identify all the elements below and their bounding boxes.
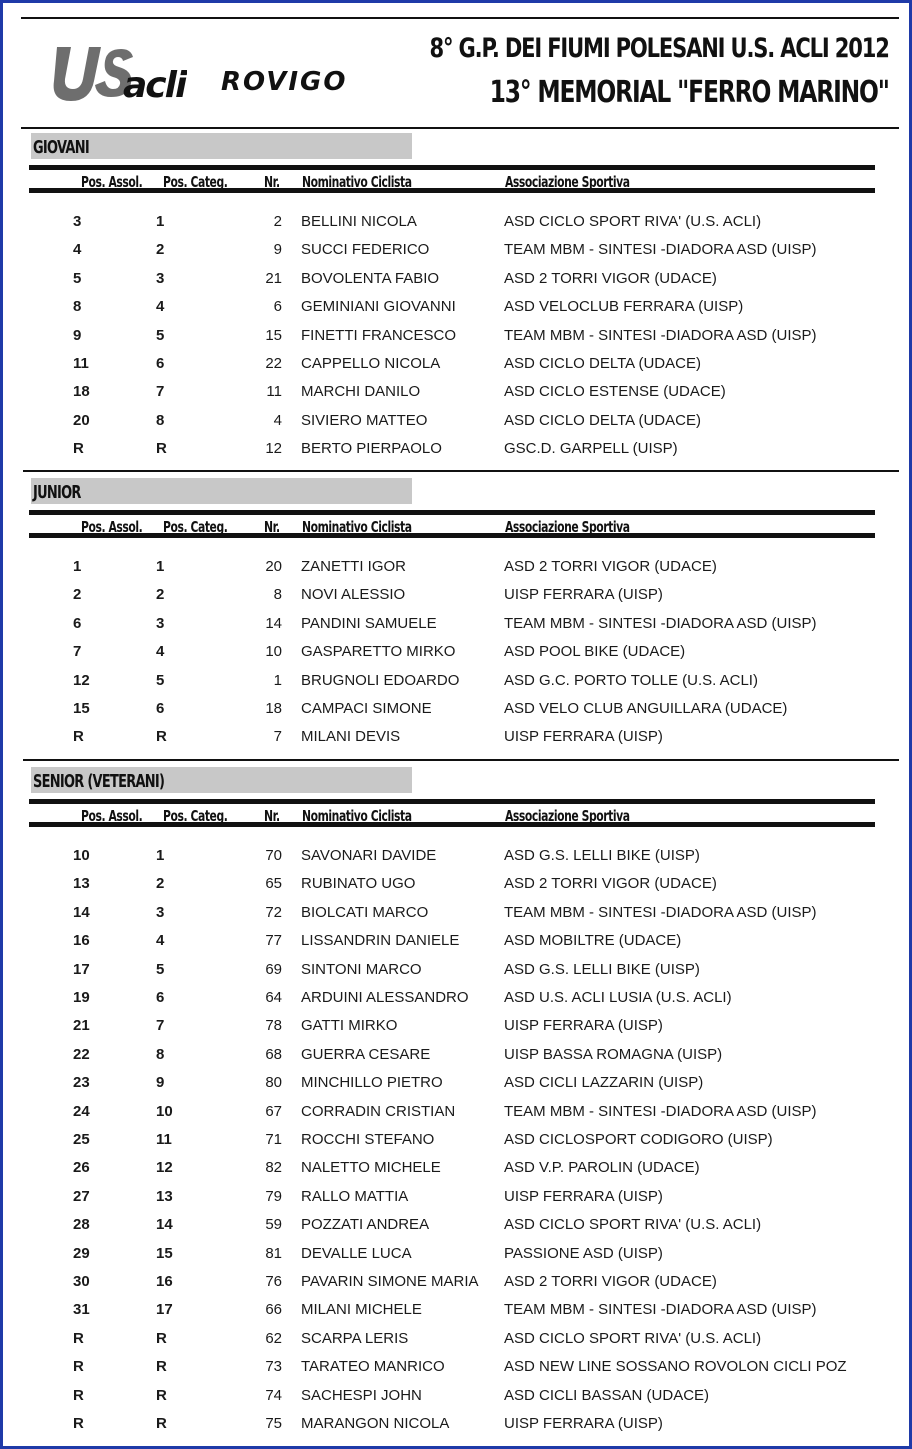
position-category: R bbox=[156, 1415, 167, 1432]
bib-number: 10 bbox=[265, 643, 282, 661]
col-nr: Nr. bbox=[264, 518, 280, 536]
club-name: TEAM MBM - SINTESI -DIADORA ASD (UISP) bbox=[504, 1301, 817, 1319]
rider-name: GUERRA CESARE bbox=[301, 1045, 431, 1063]
table-row bbox=[23, 1042, 899, 1070]
position-category: 5 bbox=[156, 960, 165, 978]
table-row bbox=[23, 1411, 899, 1439]
rider-name: TARATEO MANRICO bbox=[301, 1358, 445, 1376]
bib-number: 15 bbox=[265, 326, 282, 344]
bib-number: 4 bbox=[273, 411, 282, 429]
event-subtitle: 13° MEMORIAL "FERRO MARINO" bbox=[489, 75, 889, 110]
rider-name: SIVIERO MATTEO bbox=[301, 411, 428, 429]
position-category: 6 bbox=[156, 355, 165, 372]
club-name: ASD 2 TORRI VIGOR (UDACE) bbox=[504, 1273, 717, 1290]
rider-name: CORRADIN CRISTIAN bbox=[301, 1102, 456, 1120]
position-overall: 23 bbox=[73, 1074, 90, 1092]
club-name: UISP FERRARA (UISP) bbox=[504, 586, 663, 604]
position-overall: 19 bbox=[73, 989, 90, 1006]
col-pos-categ: Pos. Categ. bbox=[163, 807, 228, 825]
bib-number: 73 bbox=[265, 1358, 282, 1376]
table-row bbox=[23, 1269, 899, 1297]
position-overall: R bbox=[73, 728, 84, 746]
position-category: R bbox=[156, 1358, 167, 1376]
city-name: ROVIGO bbox=[221, 67, 348, 97]
bib-number: 77 bbox=[265, 932, 282, 950]
position-category: 2 bbox=[156, 241, 165, 259]
position-category: 4 bbox=[156, 932, 165, 950]
rider-name: BIOLCATI MARCO bbox=[301, 903, 429, 921]
position-overall: 10 bbox=[73, 847, 90, 864]
table-row bbox=[23, 1184, 899, 1212]
club-name: UISP FERRARA (UISP) bbox=[504, 728, 663, 746]
column-header bbox=[29, 165, 875, 193]
club-name: ASD G.S. LELLI BIKE (UISP) bbox=[504, 847, 700, 864]
table-row bbox=[23, 1326, 899, 1354]
club-name: UISP FERRARA (UISP) bbox=[504, 1187, 663, 1205]
position-overall: 15 bbox=[73, 700, 90, 717]
club-name: ASD U.S. ACLI LUSIA (U.S. ACLI) bbox=[504, 989, 732, 1006]
club-name: UISP BASSA ROMAGNA (UISP) bbox=[504, 1045, 723, 1063]
club-name: ASD 2 TORRI VIGOR (UDACE) bbox=[504, 875, 717, 893]
table-row bbox=[23, 668, 899, 696]
bib-number: 79 bbox=[265, 1187, 282, 1205]
position-category: 7 bbox=[156, 383, 165, 401]
rider-name: PANDINI SAMUELE bbox=[301, 614, 437, 632]
rider-name: BRUGNOLI EDOARDO bbox=[301, 671, 460, 689]
position-category: 3 bbox=[156, 614, 165, 632]
club-name: ASD CICLO ESTENSE (UDACE) bbox=[504, 383, 726, 401]
position-overall: 5 bbox=[73, 269, 82, 287]
table-row bbox=[23, 1297, 899, 1325]
rider-name: ZANETTI IGOR bbox=[301, 558, 406, 575]
position-category: 6 bbox=[156, 989, 165, 1006]
table-row bbox=[23, 724, 899, 752]
column-header bbox=[29, 510, 875, 538]
bib-number: 9 bbox=[273, 241, 282, 259]
rider-name: MILANI DEVIS bbox=[301, 728, 401, 746]
bib-number: 1 bbox=[273, 671, 282, 689]
table-row bbox=[23, 436, 899, 464]
position-category: 14 bbox=[156, 1216, 173, 1234]
col-pos-categ: Pos. Categ. bbox=[163, 173, 228, 191]
bib-number: 12 bbox=[265, 440, 282, 458]
club-name: TEAM MBM - SINTESI -DIADORA ASD (UISP) bbox=[504, 241, 817, 259]
table-row bbox=[23, 639, 899, 667]
col-nominativo: Nominativo Ciclista bbox=[302, 518, 412, 536]
position-category: 13 bbox=[156, 1187, 173, 1205]
club-name: ASD VELO CLUB ANGUILLARA (UDACE) bbox=[504, 700, 788, 717]
club-name: UISP FERRARA (UISP) bbox=[504, 1415, 663, 1432]
club-name: PASSIONE ASD (UISP) bbox=[504, 1244, 663, 1262]
col-nominativo: Nominativo Ciclista bbox=[302, 173, 412, 191]
position-overall: 17 bbox=[73, 960, 90, 978]
col-nr: Nr. bbox=[264, 173, 280, 191]
bib-number: 68 bbox=[265, 1045, 282, 1063]
rider-name: MARCHI DANILO bbox=[301, 383, 421, 401]
position-category: 8 bbox=[156, 411, 165, 429]
rider-name: POZZATI ANDREA bbox=[301, 1216, 430, 1234]
bib-number: 6 bbox=[273, 298, 282, 316]
category-title: JUNIOR bbox=[33, 482, 81, 503]
club-name: GSC.D. GARPELL (UISP) bbox=[504, 440, 678, 458]
table-row bbox=[23, 582, 899, 610]
position-category: 5 bbox=[156, 326, 165, 344]
position-overall: 1 bbox=[73, 558, 82, 575]
table-row bbox=[23, 1070, 899, 1098]
table-row bbox=[23, 1155, 899, 1183]
club-name: ASD G.S. LELLI BIKE (UISP) bbox=[504, 960, 700, 978]
club-name: ASD CICLO DELTA (UDACE) bbox=[504, 355, 701, 372]
position-overall: R bbox=[73, 1386, 84, 1404]
rider-name: ARDUINI ALESSANDRO bbox=[301, 989, 469, 1006]
bib-number: 78 bbox=[265, 1017, 282, 1035]
club-name: UISP FERRARA (UISP) bbox=[504, 1017, 663, 1035]
rider-name: BELLINI NICOLA bbox=[301, 213, 417, 230]
position-overall: R bbox=[73, 1329, 84, 1347]
position-overall: 13 bbox=[73, 875, 90, 893]
bib-number: 20 bbox=[265, 558, 282, 575]
rider-name: LISSANDRIN DANIELE bbox=[301, 932, 460, 950]
bib-number: 67 bbox=[265, 1102, 282, 1120]
rider-name: RALLO MATTIA bbox=[301, 1187, 409, 1205]
table-row bbox=[23, 1127, 899, 1155]
bib-number: 14 bbox=[265, 614, 282, 632]
table-row bbox=[23, 696, 899, 724]
bib-number: 11 bbox=[266, 383, 282, 401]
club-name: TEAM MBM - SINTESI -DIADORA ASD (UISP) bbox=[504, 903, 817, 921]
position-category: 3 bbox=[156, 269, 165, 287]
table-row bbox=[23, 379, 899, 407]
table-row bbox=[23, 1099, 899, 1127]
position-category: 2 bbox=[156, 586, 165, 604]
rider-name: SINTONI MARCO bbox=[301, 960, 422, 978]
position-overall: 26 bbox=[73, 1159, 90, 1177]
position-overall: 20 bbox=[73, 411, 90, 429]
position-category: 9 bbox=[156, 1074, 165, 1092]
position-overall: 3 bbox=[73, 213, 82, 230]
position-category: R bbox=[156, 440, 167, 458]
rider-name: CAPPELLO NICOLA bbox=[301, 355, 441, 372]
table-row bbox=[23, 408, 899, 436]
position-category: R bbox=[156, 1386, 167, 1404]
position-overall: 25 bbox=[73, 1131, 90, 1148]
position-overall: 31 bbox=[73, 1301, 90, 1319]
category-band bbox=[31, 133, 412, 159]
rider-name: SUCCI FEDERICO bbox=[301, 241, 430, 259]
club-name: ASD MOBILTRE (UDACE) bbox=[504, 932, 682, 950]
position-overall: R bbox=[73, 1358, 84, 1376]
position-overall: 12 bbox=[73, 671, 90, 689]
position-category: 1 bbox=[156, 213, 165, 230]
table-row bbox=[23, 957, 899, 985]
position-category: 15 bbox=[156, 1244, 173, 1262]
rider-name: PAVARIN SIMONE MARIA bbox=[301, 1273, 479, 1290]
position-category: 10 bbox=[156, 1102, 173, 1120]
club-name: ASD VELOCLUB FERRARA (UISP) bbox=[504, 298, 744, 316]
position-overall: 27 bbox=[73, 1187, 90, 1205]
rider-name: MILANI MICHELE bbox=[301, 1301, 422, 1319]
table-row bbox=[23, 323, 899, 351]
position-category: R bbox=[156, 728, 167, 746]
bib-number: 82 bbox=[265, 1159, 282, 1177]
position-category: 4 bbox=[156, 298, 165, 316]
position-overall: 21 bbox=[73, 1017, 90, 1035]
svg-text:acli: acli bbox=[123, 65, 186, 106]
bib-number: 2 bbox=[273, 213, 282, 230]
col-pos-assol: Pos. Assol. bbox=[81, 807, 143, 825]
bib-number: 8 bbox=[273, 586, 282, 604]
table-row bbox=[23, 1241, 899, 1269]
club-name: TEAM MBM - SINTESI -DIADORA ASD (UISP) bbox=[504, 1102, 817, 1120]
bib-number: 70 bbox=[265, 847, 282, 864]
table-row bbox=[23, 351, 899, 379]
us-acli-logo bbox=[47, 39, 187, 109]
table-row bbox=[23, 209, 899, 237]
club-name: ASD CICLO SPORT RIVA' (U.S. ACLI) bbox=[504, 213, 762, 230]
club-name: TEAM MBM - SINTESI -DIADORA ASD (UISP) bbox=[504, 326, 817, 344]
position-overall: 4 bbox=[73, 241, 82, 259]
position-category: 17 bbox=[156, 1301, 173, 1319]
bib-number: 74 bbox=[265, 1386, 282, 1404]
rider-name: SAVONARI DAVIDE bbox=[301, 847, 437, 864]
position-overall: 30 bbox=[73, 1273, 90, 1290]
table-row bbox=[23, 554, 899, 582]
club-name: ASD POOL BIKE (UDACE) bbox=[504, 643, 686, 661]
category-band bbox=[31, 767, 412, 793]
category-title: GIOVANI bbox=[33, 137, 89, 158]
table-row bbox=[23, 1383, 899, 1411]
table-row bbox=[23, 871, 899, 899]
club-name: ASD NEW LINE SOSSANO ROVOLON CICLI POZ bbox=[504, 1358, 847, 1376]
position-category: 3 bbox=[156, 903, 165, 921]
bib-number: 18 bbox=[265, 700, 282, 717]
position-overall: 16 bbox=[73, 932, 90, 950]
club-name: ASD 2 TORRI VIGOR (UDACE) bbox=[504, 269, 717, 287]
rider-name: SACHESPI JOHN bbox=[301, 1386, 422, 1404]
bib-number: 81 bbox=[265, 1244, 282, 1262]
bib-number: 21 bbox=[265, 269, 282, 287]
position-overall: 18 bbox=[73, 383, 90, 401]
rider-name: BERTO PIERPAOLO bbox=[301, 440, 442, 458]
position-overall: 22 bbox=[73, 1045, 90, 1063]
position-overall: 29 bbox=[73, 1244, 90, 1262]
bib-number: 71 bbox=[265, 1131, 282, 1148]
table-row bbox=[23, 294, 899, 322]
table-row bbox=[23, 843, 899, 871]
club-name: ASD CICLI BASSAN (UDACE) bbox=[504, 1386, 710, 1404]
club-name: ASD CICLO SPORT RIVA' (U.S. ACLI) bbox=[504, 1216, 762, 1234]
event-title: 8° G.P. DEI FIUMI POLESANI U.S. ACLI 2012 bbox=[429, 33, 889, 64]
club-name: ASD 2 TORRI VIGOR (UDACE) bbox=[504, 558, 717, 575]
club-name: TEAM MBM - SINTESI -DIADORA ASD (UISP) bbox=[504, 614, 817, 632]
position-category: R bbox=[156, 1329, 167, 1347]
bib-number: 76 bbox=[265, 1273, 282, 1290]
position-overall: R bbox=[73, 440, 84, 458]
bib-number: 64 bbox=[265, 989, 282, 1006]
rider-name: MINCHILLO PIETRO bbox=[301, 1074, 443, 1092]
col-associazione: Associazione Sportiva bbox=[505, 807, 630, 825]
position-category: 1 bbox=[156, 847, 165, 864]
position-category: 16 bbox=[156, 1273, 173, 1290]
rider-name: NOVI ALESSIO bbox=[301, 586, 406, 604]
document-header bbox=[21, 17, 899, 129]
position-overall: 8 bbox=[73, 298, 82, 316]
position-category: 11 bbox=[156, 1131, 172, 1148]
position-category: 1 bbox=[156, 558, 165, 575]
bib-number: 66 bbox=[265, 1301, 282, 1319]
position-category: 12 bbox=[156, 1159, 173, 1177]
table-row bbox=[23, 611, 899, 639]
col-associazione: Associazione Sportiva bbox=[505, 173, 630, 191]
position-overall: 6 bbox=[73, 614, 82, 632]
bib-number: 69 bbox=[265, 960, 282, 978]
col-pos-categ: Pos. Categ. bbox=[163, 518, 228, 536]
col-nr: Nr. bbox=[264, 807, 280, 825]
col-nominativo: Nominativo Ciclista bbox=[302, 807, 412, 825]
club-name: ASD CICLO SPORT RIVA' (U.S. ACLI) bbox=[504, 1329, 762, 1347]
table-row bbox=[23, 1212, 899, 1240]
position-category: 5 bbox=[156, 671, 165, 689]
bib-number: 22 bbox=[265, 355, 282, 372]
col-pos-assol: Pos. Assol. bbox=[81, 173, 143, 191]
table-row bbox=[23, 266, 899, 294]
rider-name: NALETTO MICHELE bbox=[301, 1159, 441, 1177]
col-pos-assol: Pos. Assol. bbox=[81, 518, 143, 536]
section-divider bbox=[23, 759, 899, 761]
bib-number: 80 bbox=[265, 1074, 282, 1092]
bib-number: 7 bbox=[273, 728, 282, 746]
position-overall: 28 bbox=[73, 1216, 90, 1234]
position-overall: R bbox=[73, 1415, 84, 1432]
rider-name: FINETTI FRANCESCO bbox=[301, 326, 457, 344]
rider-name: DEVALLE LUCA bbox=[301, 1244, 412, 1262]
table-row bbox=[23, 237, 899, 265]
bib-number: 75 bbox=[265, 1415, 282, 1432]
rider-name: BOVOLENTA FABIO bbox=[301, 269, 440, 287]
table-row bbox=[23, 1013, 899, 1041]
rider-name: GEMINIANI GIOVANNI bbox=[301, 298, 456, 316]
club-name: ASD CICLI LAZZARIN (UISP) bbox=[504, 1074, 704, 1092]
position-category: 4 bbox=[156, 643, 165, 661]
bib-number: 62 bbox=[265, 1329, 282, 1347]
table-row bbox=[23, 900, 899, 928]
bib-number: 65 bbox=[265, 875, 282, 893]
position-category: 2 bbox=[156, 875, 165, 893]
bib-number: 59 bbox=[265, 1216, 282, 1234]
club-name: ASD CICLOSPORT CODIGORO (UISP) bbox=[504, 1131, 773, 1148]
position-overall: 7 bbox=[73, 643, 82, 661]
position-overall: 2 bbox=[73, 586, 82, 604]
club-name: ASD V.P. PAROLIN (UDACE) bbox=[504, 1159, 700, 1177]
table-row bbox=[23, 1354, 899, 1382]
rider-name: CAMPACI SIMONE bbox=[301, 700, 432, 717]
category-title: SENIOR (VETERANI) bbox=[33, 771, 165, 792]
category-band bbox=[31, 478, 412, 504]
rider-name: MARANGON NICOLA bbox=[301, 1415, 450, 1432]
table-row bbox=[23, 985, 899, 1013]
position-overall: 9 bbox=[73, 326, 82, 344]
rider-name: RUBINATO UGO bbox=[301, 875, 416, 893]
section-divider bbox=[23, 470, 899, 472]
position-category: 6 bbox=[156, 700, 165, 717]
position-category: 8 bbox=[156, 1045, 165, 1063]
rider-name: GATTI MIRKO bbox=[301, 1017, 398, 1035]
position-overall: 24 bbox=[73, 1102, 90, 1120]
club-name: ASD CICLO DELTA (UDACE) bbox=[504, 411, 701, 429]
position-category: 7 bbox=[156, 1017, 165, 1035]
col-associazione: Associazione Sportiva bbox=[505, 518, 630, 536]
rider-name: ROCCHI STEFANO bbox=[301, 1131, 435, 1148]
bib-number: 72 bbox=[265, 903, 282, 921]
position-overall: 11 bbox=[73, 355, 89, 372]
position-overall: 14 bbox=[73, 903, 90, 921]
club-name: ASD G.C. PORTO TOLLE (U.S. ACLI) bbox=[504, 671, 758, 689]
column-header bbox=[29, 799, 875, 827]
rider-name: GASPARETTO MIRKO bbox=[301, 643, 456, 661]
table-row bbox=[23, 928, 899, 956]
rider-name: SCARPA LERIS bbox=[301, 1329, 409, 1347]
